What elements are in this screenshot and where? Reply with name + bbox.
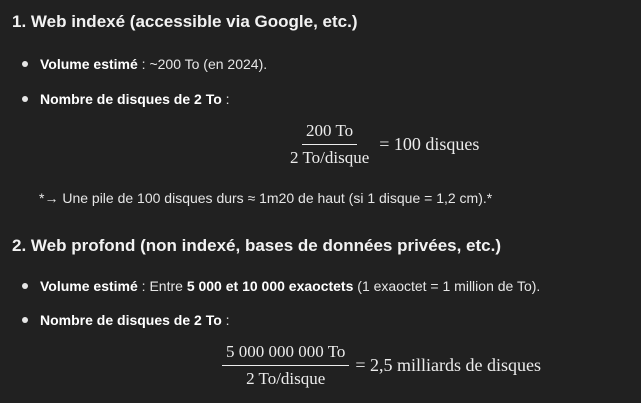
list-item-disks-2	[22, 312, 230, 328]
fraction-1-denominator: 2 To/disque	[290, 148, 370, 167]
list-item-volume-1	[22, 56, 267, 72]
section-1-heading: 1. Web indexé (accessible via Google, etc.)	[12, 12, 358, 31]
fraction-2	[222, 342, 349, 389]
stack-note: *→ Une pile de 100 disques durs ≈ 1m20 de haut (si 1 disque = 1,2 cm).*	[39, 190, 493, 206]
volume-text-1: : ~200 To (en 2024).	[137, 56, 268, 72]
disks-suffix-2: :	[221, 312, 230, 328]
bullet-dot-icon	[22, 283, 28, 289]
formula-1-result: = 100 disques	[379, 134, 480, 154]
section-2-heading: 2. Web profond (non indexé, bases de données privées, etc.)	[12, 236, 502, 255]
volume-bold-2: 5 000 et 10 000 exaoctets	[186, 278, 354, 294]
volume-label-1: Volume estimé	[40, 56, 138, 72]
volume-suffix-2: (1 exaoctet = 1 million de To).	[353, 278, 541, 294]
bullet-dot-icon	[22, 96, 28, 102]
formula-1	[286, 121, 479, 168]
fraction-1-numerator: 200 To	[302, 121, 357, 145]
disks-label-2: Nombre de disques de 2 To	[40, 312, 222, 328]
fraction-2-numerator: 5 000 000 000 To	[222, 342, 349, 366]
fraction-2-denominator: 2 To/disque	[246, 369, 326, 388]
formula-2-result: = 2,5 milliards de disques	[355, 355, 542, 375]
bullet-dot-icon	[22, 317, 28, 323]
fraction-1	[286, 121, 373, 168]
bullet-dot-icon	[22, 61, 28, 67]
disks-label-1: Nombre de disques de 2 To	[40, 91, 222, 107]
list-item-disks-1	[22, 91, 230, 107]
list-item-volume-2	[22, 278, 540, 294]
volume-label-2: Volume estimé	[40, 278, 138, 294]
volume-prefix-2: : Entre	[137, 278, 187, 294]
disks-suffix-1: :	[221, 91, 230, 107]
formula-2	[222, 342, 541, 389]
